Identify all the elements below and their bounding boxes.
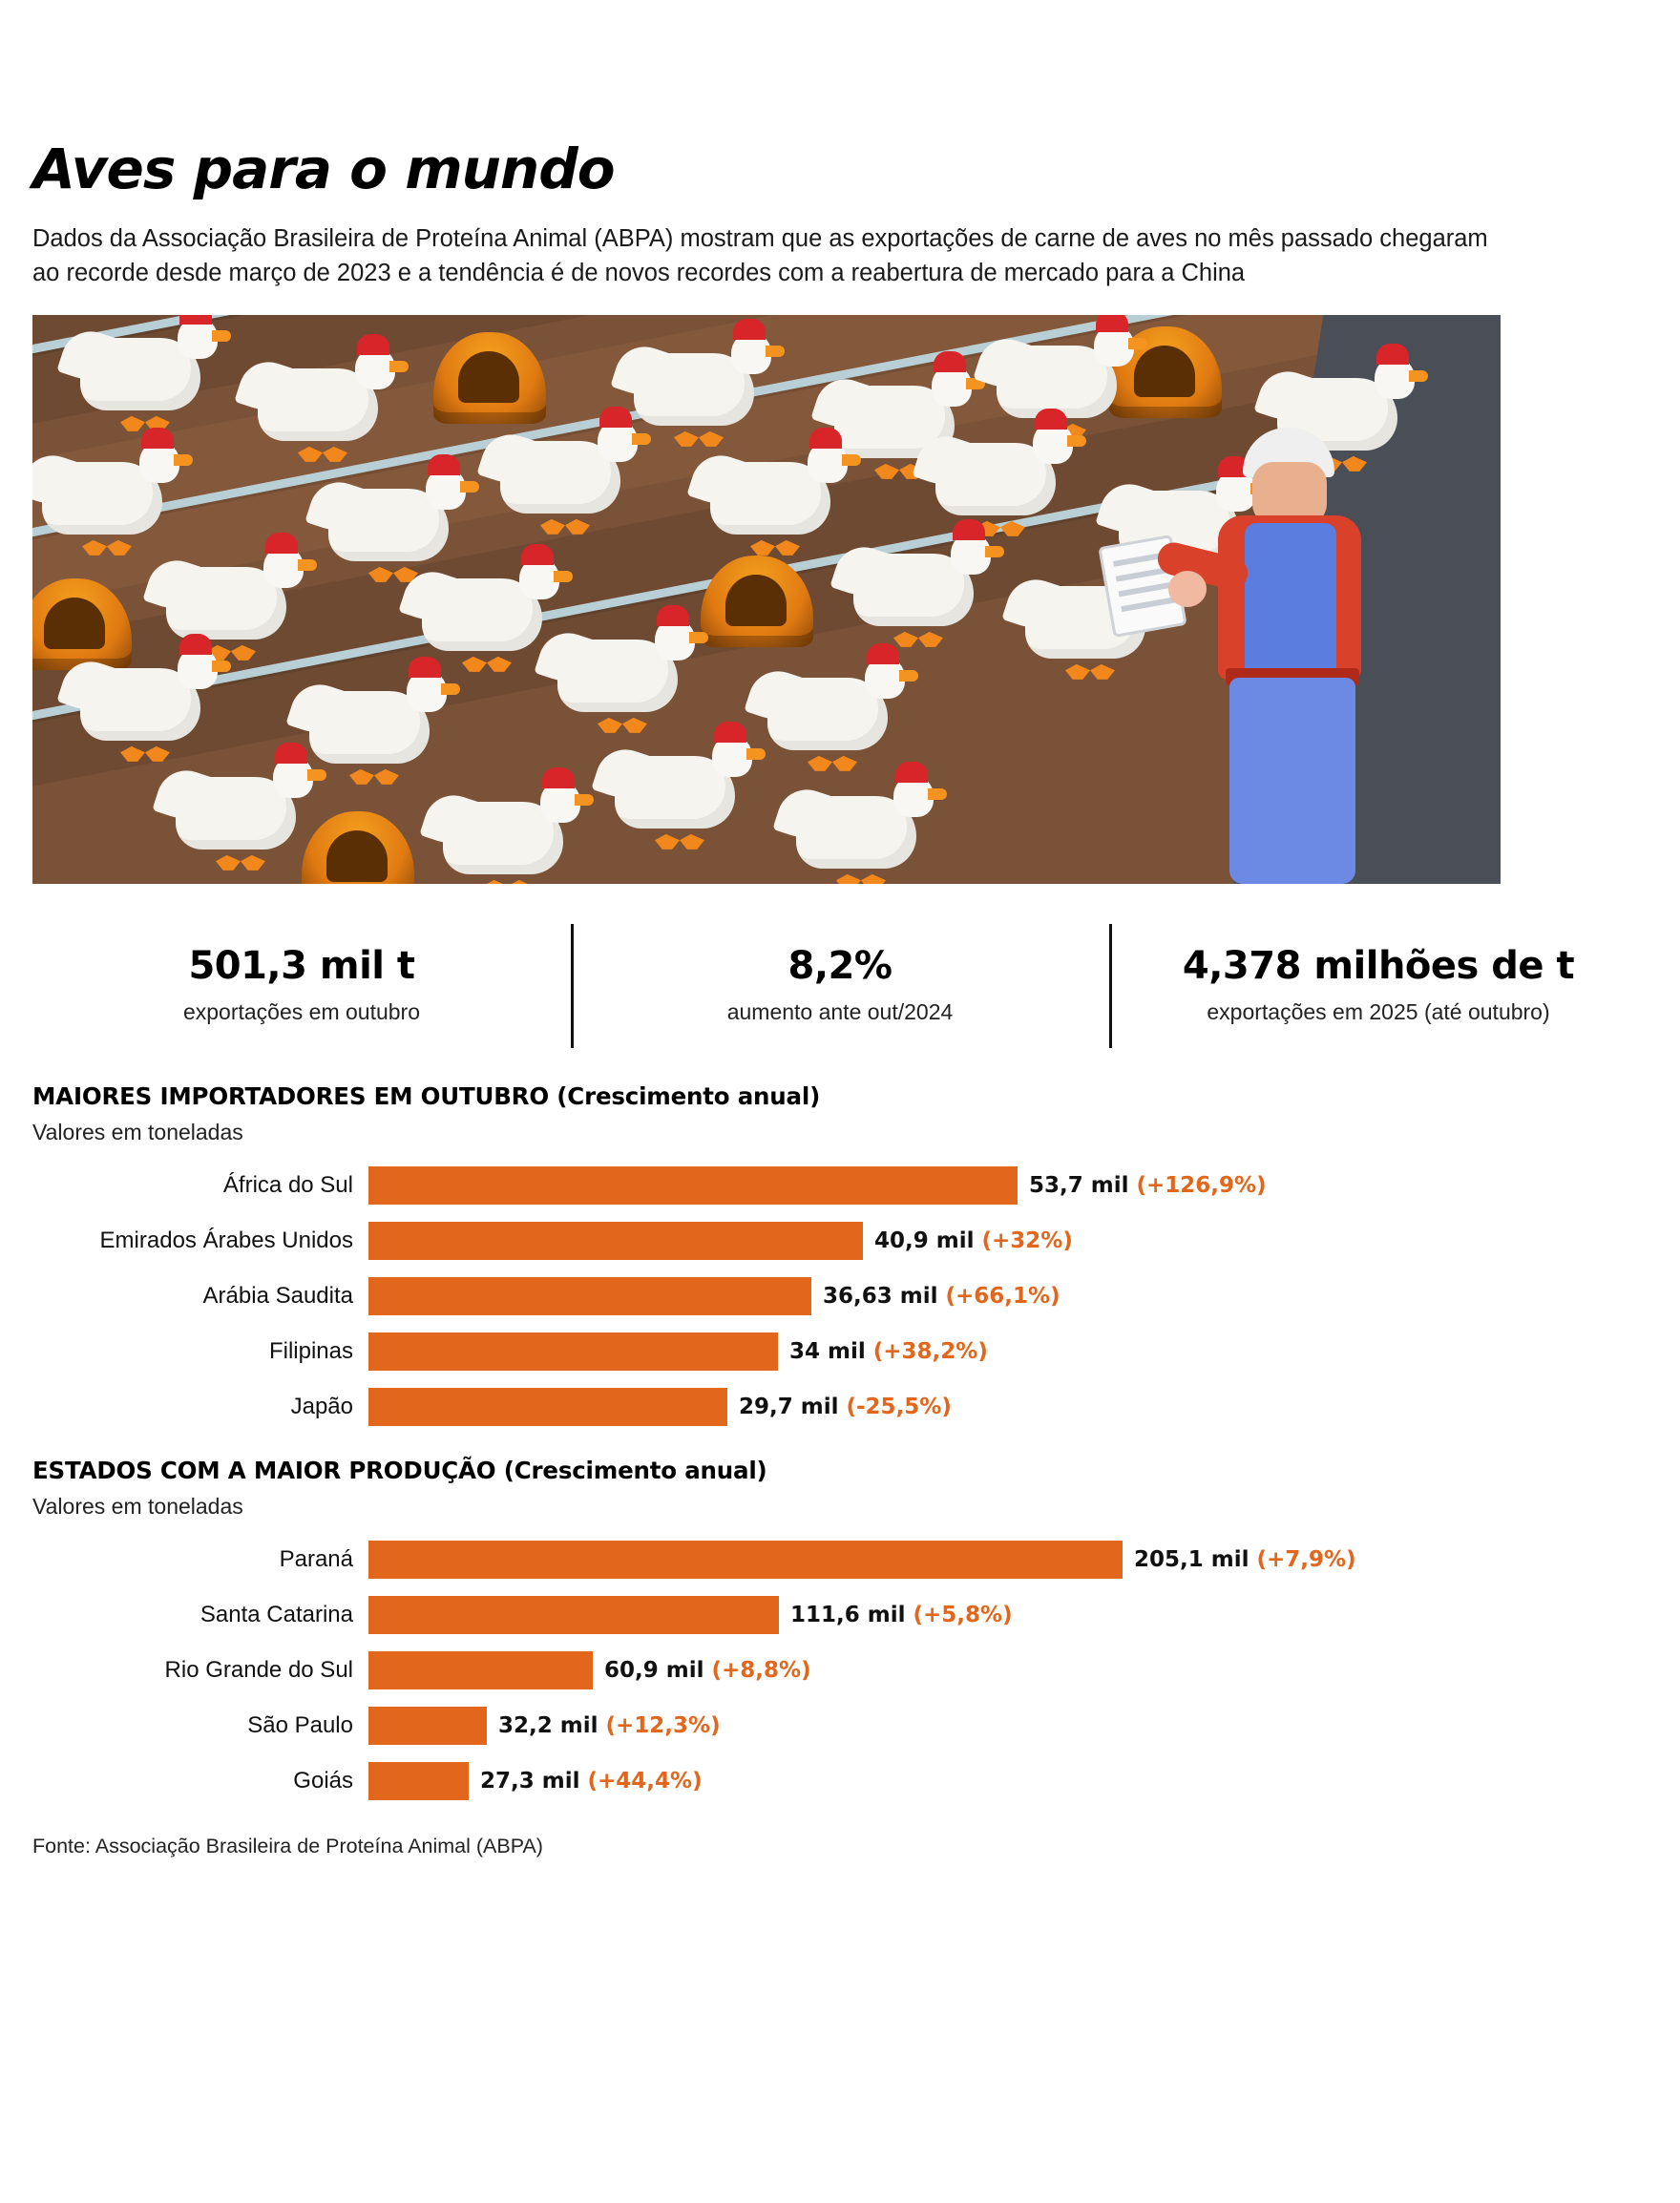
bar-track: [368, 1539, 1648, 1581]
chart-row: [32, 1164, 1648, 1206]
bar-value-label: 34 mil: [789, 1338, 866, 1364]
standfirst-text: Dados da Associação Brasileira de Proteína Animal (ABPA) mostram que as exportações de carne de aves no mês passado chegaram ao recorde desde março de 2023 e a tendência é de novos recordes com a reabertura de mercado para a China: [32, 224, 1488, 286]
bar-track: [368, 1649, 1648, 1691]
bar-category-label: Rio Grande do Sul: [164, 1656, 353, 1683]
bar-track: [368, 1594, 1648, 1636]
chart-row: [32, 1275, 1648, 1317]
poultry-farm-illustration: [32, 315, 1501, 884]
bar-growth-label: (+12,3%): [605, 1712, 721, 1738]
bar-category-label: Goiás: [293, 1767, 353, 1794]
bar: [368, 1388, 727, 1426]
kpi-value: 501,3 mil t: [188, 944, 415, 989]
kpi-exports-october: [32, 916, 571, 1054]
bar-value-label: 111,6 mil: [790, 1602, 906, 1627]
section-title-states: ESTADOS COM A MAIOR PRODUÇÃO (Crescimento anual): [32, 1456, 767, 1484]
bar-growth-label: (+8,8%): [711, 1657, 811, 1683]
bar-category-label: Santa Catarina: [200, 1601, 353, 1627]
bar-chart-states: [32, 1539, 1648, 1802]
kpi-label: exportações em 2025 (até outubro): [1207, 999, 1550, 1025]
bar-track: [368, 1275, 1648, 1317]
bar-category-label: Emirados Árabes Unidos: [99, 1227, 353, 1253]
infographic-page: [0, 136, 1680, 2203]
bar: [368, 1651, 593, 1689]
bar-track: [368, 1331, 1648, 1373]
bar-category-label: África do Sul: [222, 1171, 353, 1198]
kpi-row: [32, 916, 1648, 1054]
chart-row: [32, 1539, 1648, 1581]
bar-growth-label: (+32%): [981, 1227, 1073, 1253]
bar-growth-label: (+38,2%): [872, 1338, 988, 1364]
bar-track: [368, 1760, 1648, 1802]
bar: [368, 1596, 779, 1634]
bar: [368, 1222, 863, 1260]
bar-value-label: 32,2 mil: [498, 1712, 598, 1738]
bar-track: [368, 1220, 1648, 1262]
worker-figure: [1197, 428, 1417, 884]
kpi-label: exportações em outubro: [182, 999, 421, 1025]
bar: [368, 1707, 487, 1745]
bar: [368, 1332, 778, 1371]
bar: [368, 1541, 1123, 1579]
bar-category-label: São Paulo: [247, 1711, 353, 1738]
source-note: Fonte: Associação Brasileira de Proteína Animal (ABPA): [32, 1834, 543, 1857]
chart-row: [32, 1649, 1648, 1691]
kpi-growth: [571, 916, 1109, 1054]
bar-category-label: Arábia Saudita: [202, 1282, 353, 1309]
bar-growth-label: (+5,8%): [913, 1602, 1013, 1627]
bar-growth-label: (+44,4%): [587, 1768, 703, 1794]
chart-row: [32, 1594, 1648, 1636]
bar-track: [368, 1705, 1648, 1747]
chart-row: [32, 1705, 1648, 1747]
section-subtitle-importers: Valores em toneladas: [32, 1119, 243, 1144]
bar-growth-label: (+7,9%): [1256, 1546, 1356, 1572]
bar-value-label: 53,7 mil: [1029, 1172, 1129, 1198]
bar-growth-label: (+66,1%): [945, 1283, 1060, 1309]
bar-track: [368, 1386, 1648, 1428]
bar: [368, 1277, 811, 1315]
bar-value-label: 60,9 mil: [604, 1657, 704, 1683]
kpi-value: 4,378 milhões de t: [1182, 944, 1575, 989]
page-title: Aves para o mundo: [32, 136, 615, 201]
bar-category-label: Paraná: [279, 1545, 353, 1572]
bar-value-label: 205,1 mil: [1134, 1546, 1250, 1572]
bar-growth-label: (-25,5%): [846, 1394, 952, 1419]
bar-category-label: Japão: [290, 1393, 353, 1419]
kpi-value: 8,2%: [788, 944, 892, 989]
bar-category-label: Filipinas: [268, 1337, 353, 1364]
bar-chart-importers: [32, 1164, 1648, 1428]
chart-row: [32, 1386, 1648, 1428]
section-title-importers: MAIORES IMPORTADORES EM OUTUBRO (Crescimento anual): [32, 1081, 821, 1110]
bar-value-label: 27,3 mil: [480, 1768, 580, 1794]
bar-value-label: 36,63 mil: [823, 1283, 938, 1309]
chart-row: [32, 1331, 1648, 1373]
bar-track: [368, 1164, 1648, 1206]
chart-row: [32, 1220, 1648, 1262]
bar-value-label: 29,7 mil: [739, 1394, 839, 1419]
bar: [368, 1166, 1018, 1205]
bar: [368, 1762, 469, 1800]
kpi-label: aumento ante out/2024: [726, 999, 954, 1025]
bar-growth-label: (+126,9%): [1136, 1172, 1267, 1198]
bar-value-label: 40,9 mil: [874, 1227, 975, 1253]
section-subtitle-states: Valores em toneladas: [32, 1493, 243, 1519]
chart-row: [32, 1760, 1648, 1802]
kpi-exports-2025: [1109, 916, 1648, 1054]
